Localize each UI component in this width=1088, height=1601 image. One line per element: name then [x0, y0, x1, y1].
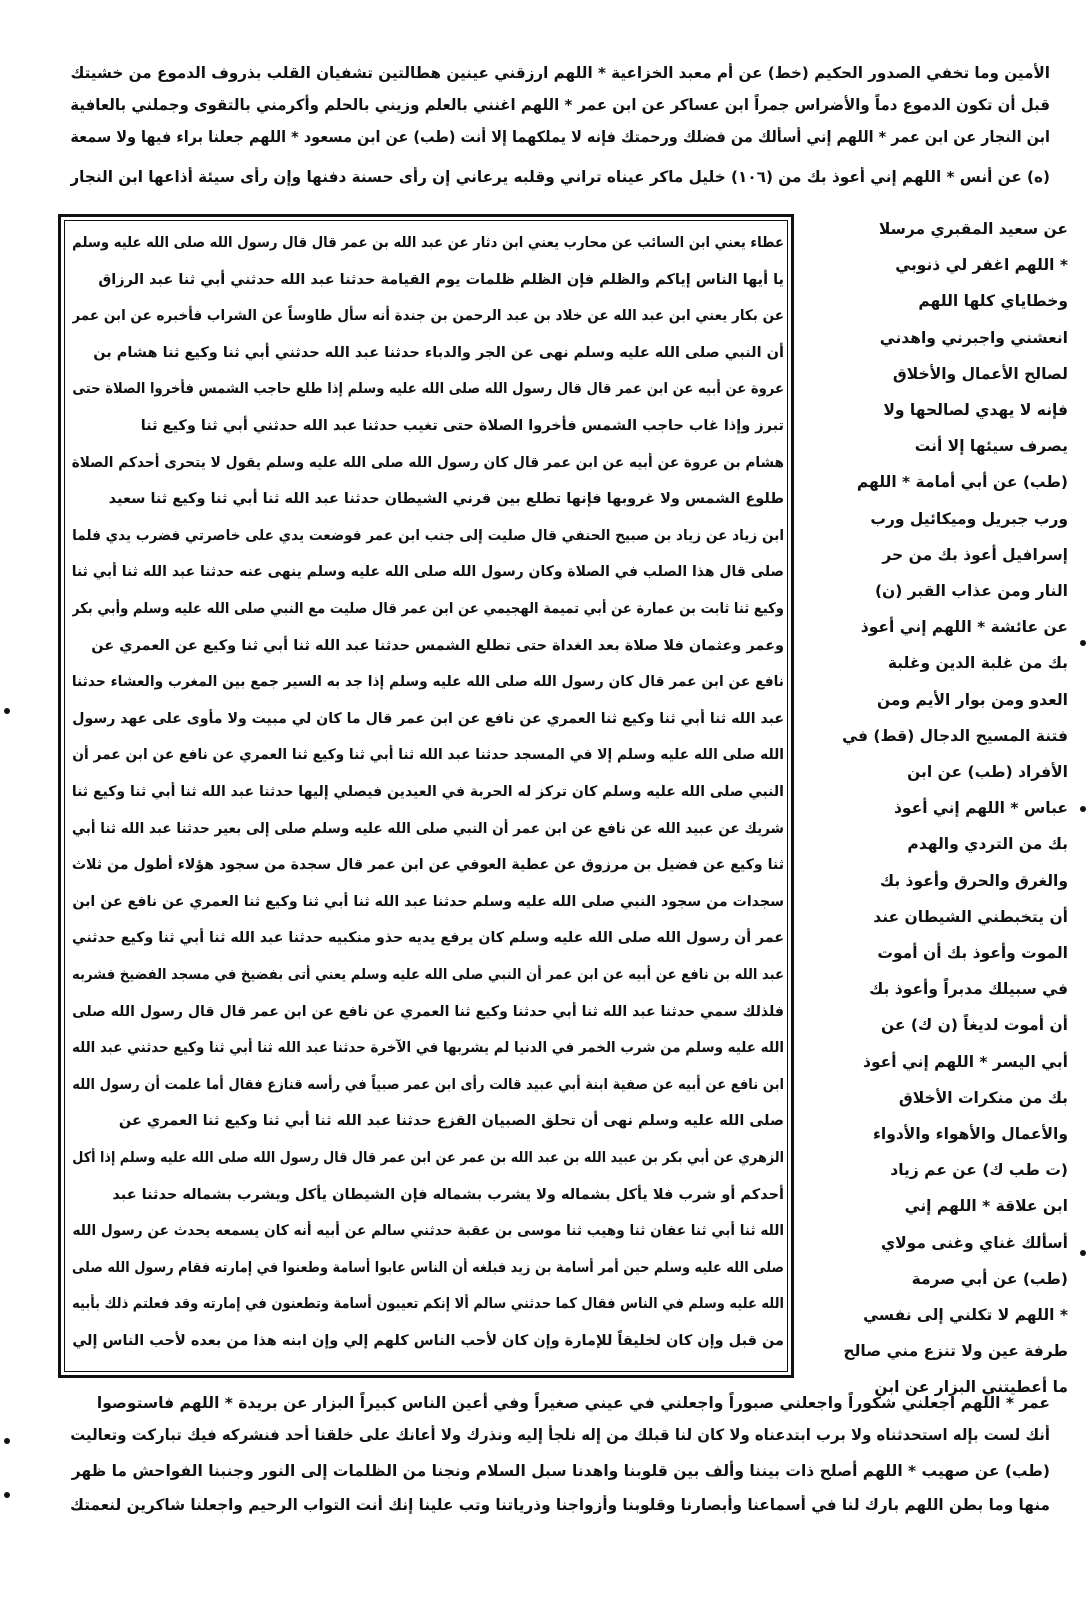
sidebar-line: * اللهم اغفر لي ذنوبي — [895, 256, 1068, 275]
sidebar-line: طرفة عين ولا تنزع مني صالح — [843, 1342, 1068, 1361]
body-line: الزهري عن أبي بكر بن عبيد الله بن عبد الله بن عمر عن ابن عمر قال قال رسول الله صلى الله عليه وسلم إذا أكل — [72, 1150, 784, 1166]
footer-line: عمر * اللهم اجعلني شكوراً واجعلني صبوراً واجعلني في عيني صغيراً وفي أعين الناس كبيراً البزار عن بريدة * اللهم فاستوصوا — [96, 1394, 1050, 1412]
sidebar-line: فتنة المسيح الدجال (قط) في — [842, 726, 1068, 745]
header-line: (ه) عن أنس * اللهم إني أعوذ بك من (١٠٦) خليل ماكر عيناه تراني وقلبه يرعاني إن رأى حسنة دفنها وإن رأى سيئة أذاعها ابن النجار — [70, 168, 1050, 186]
sidebar-line: النار ومن عذاب القبر (ن) — [874, 582, 1068, 600]
sidebar-line: * اللهم لا تكلني إلى نفسي — [863, 1306, 1068, 1324]
sidebar-line: انعشني واجبرني واهدني — [879, 328, 1068, 347]
body-line: هشام بن عروة عن أبيه عن ابن عمر قال كان رسول الله صلى الله عليه وسلم يقول لا يتحرى أحدكم الصلاة — [72, 454, 784, 471]
sidebar-line: (طب) عن أبي صرمة — [911, 1269, 1068, 1288]
body-line: شريك عن عبيد الله عن نافع عن ابن عمر أن النبي صلى الله عليه وسلم صلى إلى بعير حدثنا عبد الله ثنا أبي — [72, 820, 784, 837]
body-line: يا أيها الناس إياكم والظلم فإن الظلم ظلمات يوم القيامة حدثنا عبد الله حدثني أبي ثنا عبد الرزاق — [98, 271, 784, 288]
body-line: سجدات من سجود النبي صلى الله عليه وسلم حدثنا عبد الله ثنا أبي ثنا وكيع ثنا العمري عن نافع عن ابن — [72, 893, 784, 910]
body-line: عبد الله بن نافع عن أبيه عن ابن عمر أن النبي صلى الله عليه وسلم يعني أتى بفضيخ في مسجد الفضيخ فشربه — [72, 967, 784, 983]
body-line: عطاء يعني ابن السائب عن محارب يعني ابن دثار عن عبد الله بن عمر قال قال رسول الله صلى الله عليه وسلم — [72, 235, 784, 251]
body-line: صلى قال هذا الصلب في الصلاة وكان رسول الله صلى الله عليه وسلم ينهى عنه حدثنا عبد الله ثنا أبي ثنا — [72, 564, 784, 581]
scan-speck — [4, 1438, 10, 1444]
body-line: الله صلى الله عليه وسلم إلا في المسجد حدثنا عبد الله ثنا أبي ثنا وكيع ثنا العمري عن نافع عن ابن عمر أن — [72, 747, 784, 764]
body-line: عبد الله ثنا أبي ثنا وكيع ثنا العمري عن نافع عن ابن عمر قال ما كان لي مبيت ولا مأوى على عهد رسول — [72, 710, 784, 727]
header-line: الأمين وما تخفي الصدور الحكيم (خط) عن أم معبد الخزاعية * اللهم ارزقني عينين هطالتين تشفيان القلب بذروف الدموع من خشيتك — [70, 64, 1050, 82]
body-line: عن بكار يعني ابن عبد الله عن خلاد بن عبد الرحمن بن جندة أنه سأل طاوساً عن الشراب فأخبره عن ابن عمر — [72, 308, 784, 325]
body-line: صلى الله عليه وسلم نهى أن تحلق الصبيان القزع حدثنا عبد الله ثنا أبي ثنا وكيع ثنا العمري عن — [118, 1113, 784, 1130]
body-line: فلذلك سمي حدثنا عبد الله ثنا أبي حدثنا وكيع ثنا العمري عن نافع عن ابن عمر قال قال رسول الله صلى — [72, 1003, 784, 1020]
sidebar-line: بك من غلبة الدين وغلبة — [887, 654, 1068, 673]
body-line: طلوع الشمس ولا غروبها فإنها تطلع بين قرني الشيطان حدثنا عبد الله ثنا أبي ثنا وكيع ثنا سعيد — [108, 491, 784, 508]
sidebar-line: (ت طب ك) عن عم زياد — [890, 1161, 1068, 1180]
body-line: الله عليه وسلم في الناس فقال كما حدثني سالم ألا إنكم تعيبون أسامة وتطعنون في إمارته وقد فعلتم ذلك بأبيه — [72, 1296, 784, 1313]
footer-line: (طب) عن صهيب * اللهم أصلح ذات بيننا وألف بين قلوبنا واهدنا سبل السلام ونجنا من الظلمات إلى النور وجنبنا الفواحش ما ظهر — [71, 1462, 1050, 1480]
body-line: ابن زياد عن زياد بن صبيح الحنفي قال صليت إلى جنب ابن عمر فوضعت يدي على خاصرتي فضرب يدي فلما — [72, 527, 784, 544]
sidebar-line: الموت وأعوذ بك أن أموت — [877, 944, 1068, 962]
header-line: قبل أن تكون الدموع دماً والأضراس جمراً ابن عساكر عن ابن عمر * اللهم اغنني بالعلم وزيني بالحلم وأكرمني بالتقوى وجملني بالعافية — [70, 96, 1050, 114]
sidebar-line: عن سعيد المقبري مرسلا — [878, 220, 1068, 238]
sidebar-line: الأفراد (طب) عن ابن — [907, 763, 1068, 781]
scan-speck — [4, 1492, 10, 1498]
body-line: أن النبي صلى الله عليه وسلم نهى عن الجر والدباء حدثنا عبد الله حدثني أبي ثنا وكيع ثنا هشام بن — [93, 344, 784, 361]
body-line: الله عليه وسلم من شرب الخمر في الدنيا لم يشربها في الآخرة حدثنا عبد الله ثنا أبي ثنا وكيع حدثني عبد الله — [72, 1040, 784, 1057]
sidebar-line: وخطاياي كلها اللهم — [918, 292, 1068, 311]
sidebar-line: ورب جبريل وميكائيل ورب — [870, 509, 1068, 528]
scan-speck — [1080, 640, 1086, 646]
body-line: نافع عن ابن عمر قال كان رسول الله صلى الله عليه وسلم إذا جد به السير جمع بين المغرب والعشاء حدثنا — [72, 674, 784, 691]
sidebar-line: بك من منكرات الأخلاق — [898, 1088, 1068, 1107]
sidebar-line: أسألك غناي وغنى مولاي — [880, 1233, 1068, 1252]
body-line: ابن نافع عن أبيه عن صفية ابنة أبي عبيد قالت رأى ابن عمر صبياً في رأسه قنازع فقال أما علمت أن رسول الله — [72, 1076, 784, 1093]
body-line: تبرز وإذا غاب حاجب الشمس فأخروا الصلاة حتى تغيب حدثنا عبد الله حدثني أبي ثنا وكيع ثنا — [140, 418, 784, 434]
sidebar-line: ما أعطيتني البزار عن ابن — [874, 1378, 1068, 1397]
sidebar-line: لصالح الأعمال والأخلاق — [892, 364, 1068, 383]
scan-speck — [1080, 806, 1086, 812]
body-line: من قبل وإن كان لخليقاً للإمارة وإن كان لأحب الناس كلهم إلي وإن ابنه هذا من بعده لأحب الناس إلي — [72, 1333, 784, 1349]
body-line: وعمر وعثمان فلا صلاة بعد الغداة حتى تطلع الشمس حدثنا عبد الله ثنا أبي ثنا وكيع عن العمري عن — [91, 637, 784, 654]
footer-line: منها وما بطن اللهم بارك لنا في أسماعنا وأبصارنا وقلوبنا وأزواجنا وذرياتنا وتب علينا إنك أنت التواب الرحيم واجعلنا شاكرين لنعمتك — [70, 1496, 1050, 1514]
body-line: عمر أن رسول الله صلى الله عليه وسلم كان يرفع يديه حذو منكبيه حدثنا عبد الله ثنا أبي ثنا وكيع حدثني — [72, 930, 784, 947]
sidebar-line: أن أموت لديغاً (ن ك) عن — [880, 1016, 1068, 1035]
sidebar-line: والغرق والحرق وأعوذ بك — [879, 871, 1068, 890]
sidebar-line: ابن علاقة * اللهم إني — [904, 1197, 1068, 1216]
header-line: ابن النجار عن ابن عمر * اللهم إني أسألك من فضلك ورحمتك فإنه لا يملكهما إلا أنت (طب) عن ابن مسعود * اللهم جعلنا براء فيها ولا سمعة — [70, 128, 1050, 146]
body-line: أحدكم أو شرب فلا يأكل بشماله ولا يشرب بشماله فإن الشيطان يأكل ويشرب بشماله حدثنا عبد — [112, 1186, 784, 1203]
footer-line: أنك لست بإله استحدثناه ولا برب ابتدعناه ولا كان لنا قبلك من إله نلجأ إليه ونذرك ولا أعانك على خلقنا أحد فنشركه فيك تباركت وتعاليت — [70, 1426, 1050, 1444]
sidebar-line: إسرافيل أعوذ بك من حر — [882, 545, 1068, 564]
sidebar-line: يصرف سيئها إلا أنت — [914, 437, 1068, 456]
body-line: وكيع ثنا ثابت بن عمارة عن أبي تميمة الهجيمي عن ابن عمر قال صليت مع النبي صلى الله عليه وسلم وأبي بكر — [72, 601, 784, 617]
scan-speck — [1080, 1250, 1086, 1256]
body-line: النبي صلى الله عليه وسلم كان تركز له الحربة في العيدين فيصلي إليها حدثنا عبد الله ثنا أبي ثنا وكيع ثنا — [72, 784, 784, 800]
sidebar-line: أن يتخبطني الشيطان عند — [873, 907, 1068, 926]
body-line: عروة عن أبيه عن ابن عمر قال قال رسول الله صلى الله عليه وسلم إذا طلع حاجب الشمس فأخروا الصلاة حتى — [72, 381, 784, 398]
body-line: صلى الله عليه وسلم حين أمر أسامة بن زيد فبلغه أن الناس عابوا أسامة وطعنوا في إمارته فقام رسول الله صلى — [72, 1259, 784, 1276]
body-line: الله ثنا أبي ثنا عفان ثنا وهيب ثنا موسى بن عقبة حدثني سالم عن أبيه أنه كان يسمعه يحدث عن رسول الله — [72, 1223, 784, 1240]
sidebar-line: أبي اليسر * اللهم إني أعوذ — [862, 1052, 1068, 1071]
sidebar-line: عن عائشة * اللهم إني أعوذ — [860, 618, 1068, 637]
scan-speck — [4, 708, 10, 714]
sidebar-line: (طب) عن أبي أمامة * اللهم — [856, 473, 1068, 492]
sidebar-line: في سبيلك مدبراً وأعوذ بك — [869, 980, 1068, 999]
sidebar-line: عباس * اللهم إني أعوذ — [893, 799, 1068, 818]
sidebar-line: فإنه لا يهدي لصالحها ولا — [883, 401, 1068, 419]
sidebar-line: والأعمال والأهواء والأدواء — [872, 1125, 1068, 1143]
sidebar-line: بك من التردي والهدم — [907, 835, 1068, 854]
body-line: ثنا وكيع عن فضيل بن مرزوق عن عطية العوفي عن ابن عمر قال سجدة من سجود هؤلاء أطول من ثلاث — [72, 857, 784, 874]
sidebar-line: العدو ومن بوار الأيم ومن — [876, 690, 1068, 709]
